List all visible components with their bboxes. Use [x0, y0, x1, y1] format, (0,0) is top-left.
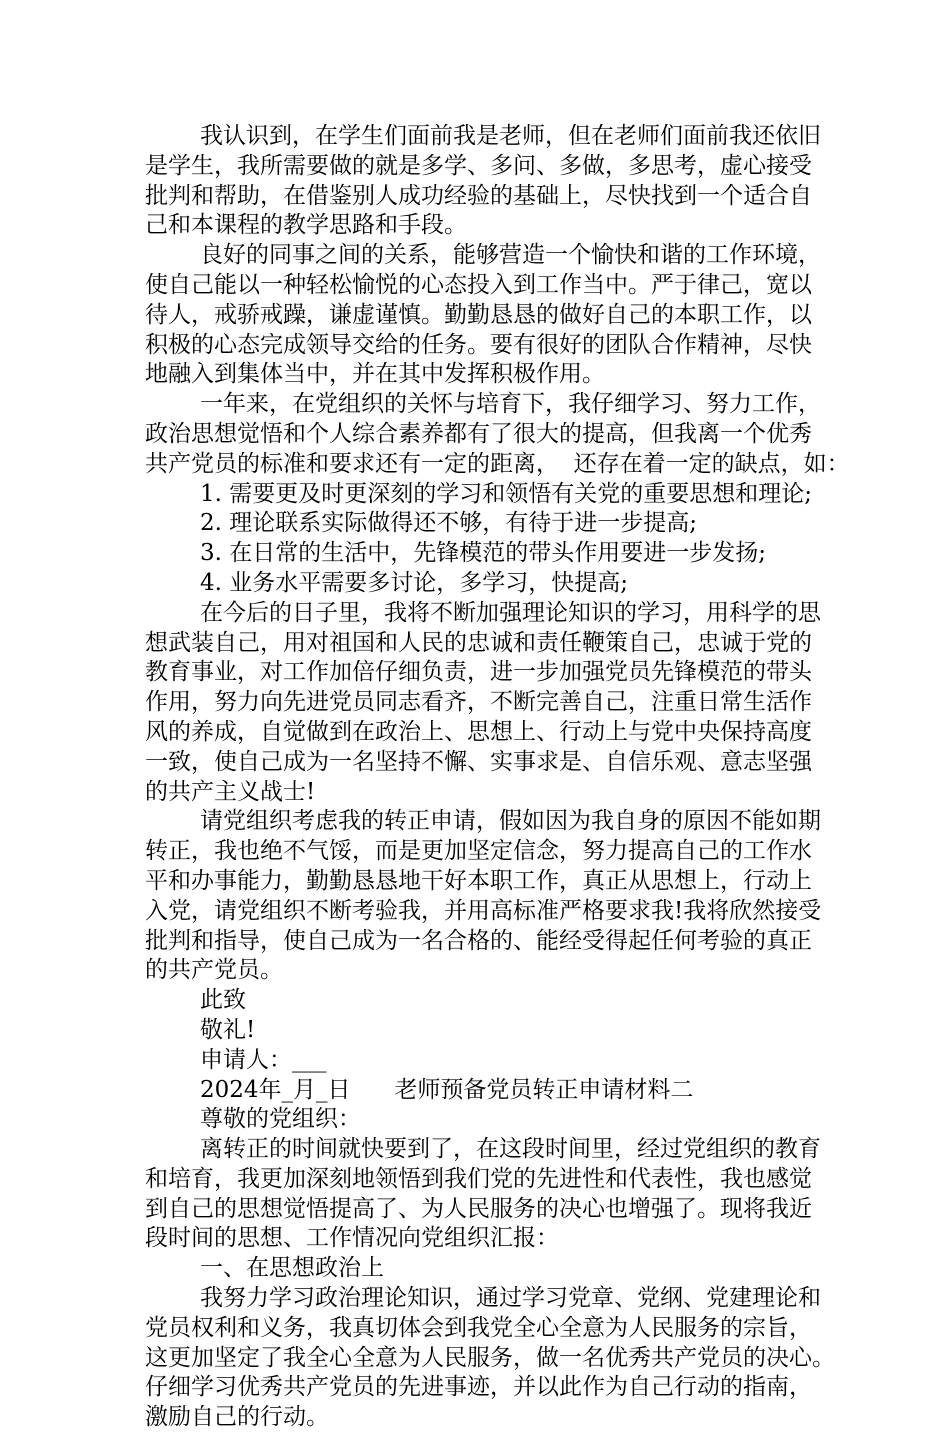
text-line: 一致，使自己成为一名坚持不懈、实事求是、自信乐观、意志坚强 — [145, 748, 812, 775]
text-line: 党员权利和义务，我真切体会到我党全心全意为人民服务的宗旨， — [145, 1314, 812, 1341]
text-line: 地融入到集体当中，并在其中发挥积极作用。 — [145, 361, 605, 388]
text-line: 风的养成，自觉做到在政治上、思想上、行动上与党中央保持高度 — [145, 718, 812, 745]
text-line: 申请人：___ — [200, 1046, 327, 1073]
document-page — [145, 122, 850, 1433]
text-line: 在今后的日子里，我将不断加强理论知识的学习，用科学的思 — [200, 599, 821, 626]
text-line: 这更加坚定了我全心全意为人民服务，做一名优秀共产党员的决心。 — [145, 1344, 835, 1371]
text-line: 政治思想觉悟和个人综合素养都有了很大的提高，但我离一个优秀 — [145, 420, 812, 447]
text-line: 作用，努力向先进党员同志看齐，不断完善自己，注重日常生活作 — [145, 689, 812, 716]
text-line: 激励自己的行动。 — [145, 1404, 329, 1431]
text-line: 请党组织考虑我的转正申请，假如因为我自身的原因不能如期 — [200, 808, 821, 835]
text-line: 是学生，我所需要做的就是多学、多问、多做，多思考，虚心接受 — [145, 152, 812, 179]
text-line: 我努力学习政治理论知识，通过学习党章、党纲、党建理论和 — [200, 1285, 821, 1312]
text-line: 此致 — [200, 987, 246, 1014]
text-line: 的共产主义战士! — [145, 778, 316, 805]
text-line: 积极的心态完成领导交给的任务。要有很好的团队合作精神，尽快 — [145, 331, 812, 358]
text-line: 2. 理论联系实际做得还不够，有待于进一步提高; — [200, 510, 698, 537]
text-line: 想武装自己，用对祖国和人民的忠诚和责任鞭策自己，忠诚于党的 — [145, 629, 812, 656]
text-line: 段时间的思想、工作情况向党组织汇报： — [145, 1225, 559, 1252]
text-line: 尊敬的党组织： — [200, 1106, 361, 1133]
text-line: 待人，戒骄戒躁，谦虚谨慎。勤勤恳恳的做好自己的本职工作，以 — [145, 301, 812, 328]
text-line: 敬礼! — [200, 1016, 256, 1043]
text-line: 共产党员的标准和要求还有一定的距离， 还存在着一定的缺点，如： — [145, 450, 850, 477]
text-line: 和培育，我更加深刻地领悟到我们党的先进性和代表性，我也感觉 — [145, 1165, 812, 1192]
text-line: 我认识到，在学生们面前我是老师，但在老师们面前我还依旧 — [200, 123, 821, 149]
text-line: 1. 需要更及时更深刻的学习和领悟有关党的重要思想和理论; — [200, 480, 813, 507]
text-line: 3. 在日常的生活中，先锋模范的带头作用要进一步发扬; — [200, 540, 767, 567]
text-line: 使自己能以一种轻松愉悦的心态投入到工作当中。严于律己，宽以 — [145, 271, 812, 298]
text-line: 良好的同事之间的关系，能够营造一个愉快和谐的工作环境， — [200, 242, 821, 269]
text-line: 入党，请党组织不断考验我，并用高标准严格要求我!我将欣然接受 — [145, 897, 822, 924]
text-line: 到自己的思想觉悟提高了、为人民服务的决心也增强了。现将我近 — [145, 1195, 812, 1222]
text-line: 仔细学习优秀共产党员的先进事迹，并以此作为自己行动的指南， — [145, 1374, 812, 1401]
text-line: 批判和帮助，在借鉴别人成功经验的基础上，尽快找到一个适合自 — [145, 182, 812, 209]
text-line: 的共产党员。 — [145, 957, 283, 984]
text-line: 教育事业，对工作加倍仔细负责，进一步加强党员先锋模范的带头 — [145, 659, 812, 686]
text-line: 转正，我也绝不气馁，而是更加坚定信念，努力提高自己的工作水 — [145, 838, 812, 865]
text-line: 己和本课程的教学思路和手段。 — [145, 212, 467, 239]
text-line: 一、在思想政治上 — [200, 1255, 384, 1282]
text-line: 2024年_月_日 老师预备党员转正申请材料二 — [200, 1076, 694, 1103]
text-line: 一年来，在党组织的关怀与培育下，我仔细学习、努力工作， — [200, 391, 821, 418]
text-line: 批判和指导，使自己成为一名合格的、能经受得起任何考验的真正 — [145, 927, 812, 954]
text-line: 4. 业务水平需要多讨论，多学习，快提高; — [200, 569, 629, 596]
text-line: 平和办事能力，勤勤恳恳地干好本职工作，真正从思想上，行动上 — [145, 867, 812, 894]
text-line: 离转正的时间就快要到了，在这段时间里，经过党组织的教育 — [200, 1136, 821, 1163]
